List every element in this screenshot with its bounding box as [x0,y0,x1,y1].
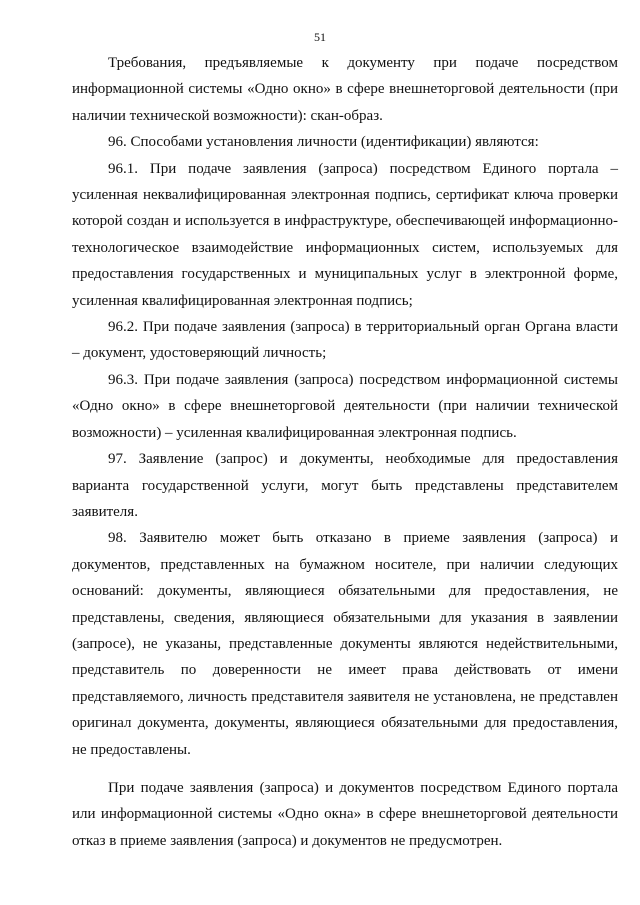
paragraph-96-2: 96.2. При подаче заявления (запроса) в территориальный орган Органа власти – документ, удостоверяющий личность; [72,319,618,362]
paragraph-requirements: Требования, предъявляемые к документу при подаче посредством информационной системы «Одно окно» в сфере внешнеторговой деятельности (при наличии технической возможности): скан-образ. [72,55,618,124]
paragraph-96: 96. Способами установления личности (идентификации) являются: [108,134,539,151]
document-body [72,50,618,854]
page-number: 51 [314,30,326,44]
paragraph-98: 98. Заявителю может быть отказано в приеме заявления (запроса) и документов, представленных на бумажном носителе, при наличии следующих оснований: документы, являющиеся обязательными для предоставления, не представлены, сведения, являющиеся обязательными для указания в заявлении (запросе), не указаны, представленные документы являются недействительными, представитель по доверенности не имеет права действовать от имени представляемого, личность представителя заявителя не установлена, не представлен оригинал документа, документы, являющиеся обязательными для предоставления, не предоставлены. [72,530,618,758]
paragraph-96-1: 96.1. При подаче заявления (запроса) посредством Единого портала – усиленная неквалифицированная электронная подпись, сертификат ключа проверки которой создан и используется в инфраструктуре, обеспечивающей информационно-технологическое взаимодействие информационных систем, используемых для предоставления государственных и муниципальных услуг в электронной форме, усиленная квалифицированная электронная подпись; [72,160,618,309]
paragraph-refusal-not-provided: При подаче заявления (запроса) и документов посредством Единого портала или информационной системы «Одно окна» в сфере внешнеторговой деятельности отказ в приеме заявления (запроса) и документов не предусмотрен. [72,779,618,849]
paragraph-96-3: 96.3. При подаче заявления (запроса) посредством информационной системы «Одно окно» в сфере внешнеторговой деятельности (при наличии технической возможности) – усиленная квалифицированная электронная подпись. [72,371,618,441]
paragraph-97: 97. Заявление (запрос) и документы, необходимые для предоставления варианта государственной услуги, могут быть представлены представителем заявителя. [72,451,618,520]
